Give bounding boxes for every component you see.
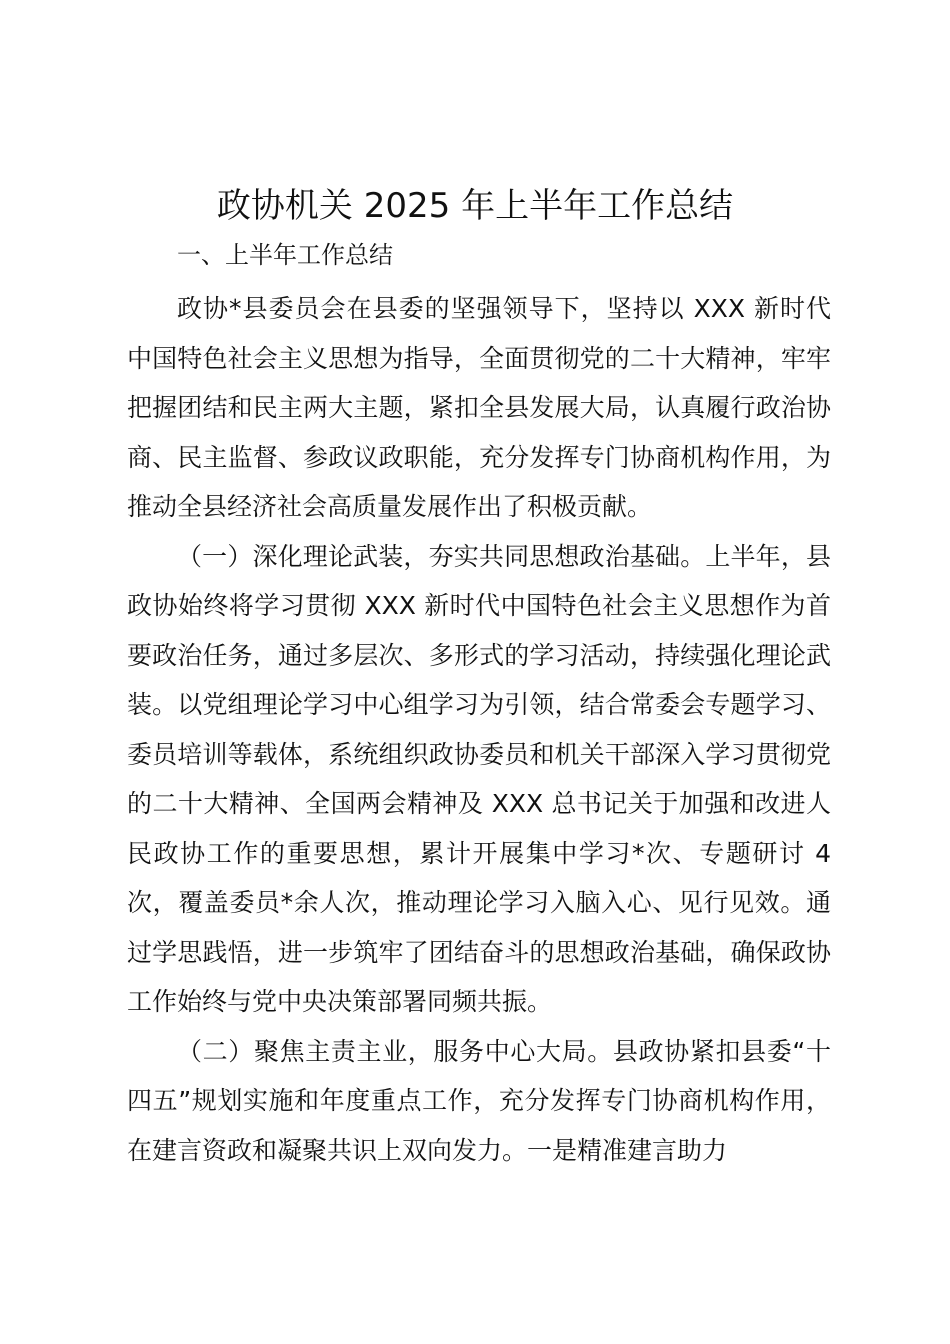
paragraph-focus: （二）聚焦主责主业，服务中心大局。县政协紧扣县委“十四五”规划实施和年度重点工作，充分发挥专门协商机构作用，在建言资政和凝聚共识上双向发力。一是精准建言助力 — [127, 1036, 831, 1165]
paragraph-intro: 政协*县委员会在县委的坚强领导下，坚持以 XXX 新时代中国特色社会主义思想为指导，全面贯彻党的二十大精神，牢牢把握团结和民主两大主题，紧扣全县发展大局，认真履行政治协商、民主监督、参政议政职能，充分发挥专门协商机构作用，为推动全县经济社会高质量发展作出了积极贡献。 — [127, 294, 831, 521]
document-body — [127, 234, 831, 1175]
document-title: 政协机关 2025 年上半年工作总结 — [216, 186, 734, 226]
section-heading: 一、上半年工作总结 — [177, 241, 393, 269]
paragraph-theory: （一）深化理论武装，夯实共同思想政治基础。上半年，县政协始终将学习贯彻 XXX 新时代中国特色社会主义思想作为首要政治任务，通过多层次、多形式的学习活动，持续强化理论武装。以党组理论学习中心组学习为引领，结合常委会专题学习、委员培训等载体，系统组织政协委员和机关干部深入学习贯彻党的二十大精神、全国两会精神及 XXX 总书记关于加强和改进人民政协工作的重要思想，累计开展集中学习*次、专题研讨 4 次，覆盖委员*余人次，推动理论学习入脑入心、见行见效。通过学思践悟，进一步筑牢了团结奋斗的思想政治基础，确保政协工作始终与党中央决策部署同频共振。 — [127, 541, 831, 1016]
